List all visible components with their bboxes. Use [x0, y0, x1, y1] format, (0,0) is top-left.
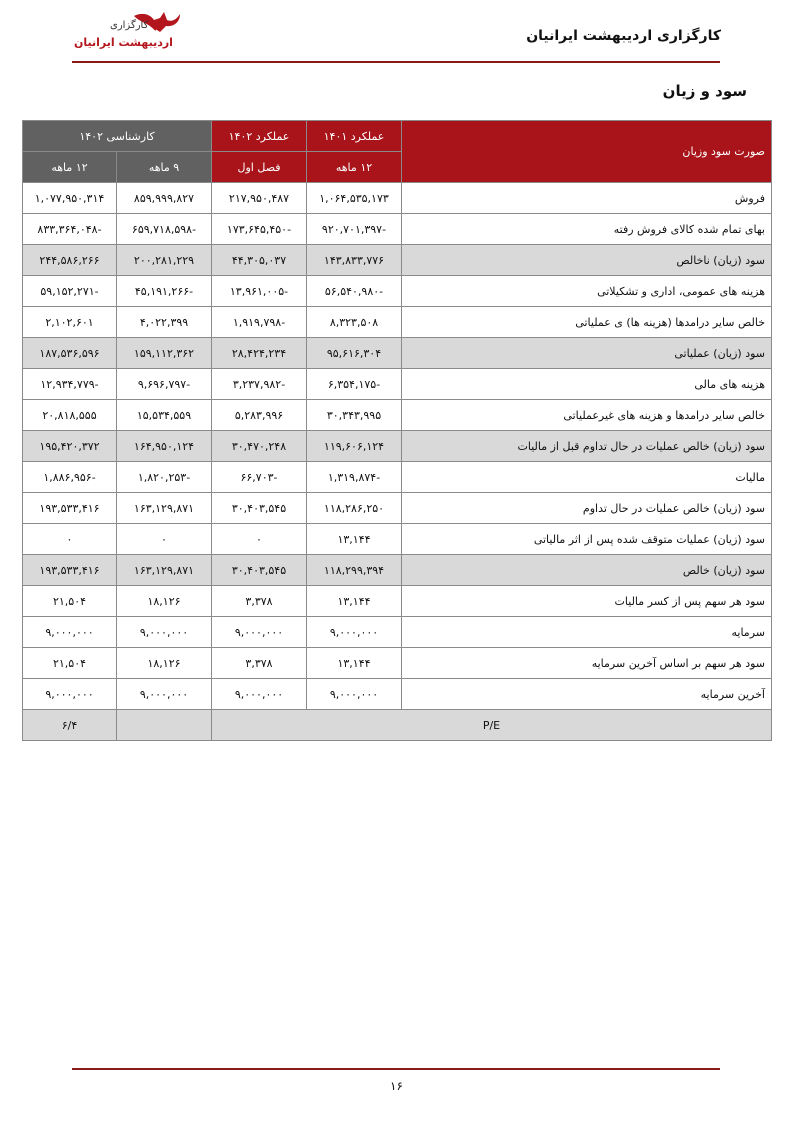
value-cell: -۴۵,۱۹۱,۲۶۶ — [117, 276, 212, 307]
value-cell: ۱۱۸,۲۹۹,۳۹۴ — [307, 555, 402, 586]
row-label: سود (زیان) خالص عملیات در حال تداوم قبل از مالیات — [402, 431, 772, 462]
value-cell: ۱۵۹,۱۱۲,۳۶۲ — [117, 338, 212, 369]
row-label: سود هر سهم پس از کسر مالیات — [402, 586, 772, 617]
value-cell: -۱,۹۱۹,۷۹۸ — [212, 307, 307, 338]
table-row — [23, 307, 772, 338]
table-row — [23, 338, 772, 369]
row-label: سود (زیان) ناخالص — [402, 245, 772, 276]
value-cell: ۱۹۳,۵۳۳,۴۱۶ — [23, 555, 117, 586]
row-label: هزینه های عمومی، اداری و تشکیلاتی — [402, 276, 772, 307]
value-cell: -۱,۳۱۹,۸۷۴ — [307, 462, 402, 493]
value-cell: ۹,۰۰۰,۰۰۰ — [117, 679, 212, 710]
section-title: سود و زیان — [662, 82, 747, 100]
value-cell: ۸۵۹,۹۹۹,۸۲۷ — [117, 183, 212, 214]
table-row — [23, 617, 772, 648]
value-cell: ۱۶۳,۱۲۹,۸۷۱ — [117, 555, 212, 586]
statement-header: صورت سود وزیان — [402, 121, 772, 183]
value-cell: ۲۸,۴۲۴,۲۳۴ — [212, 338, 307, 369]
value-cell: ۱۸۷,۵۳۶,۵۹۶ — [23, 338, 117, 369]
row-label: سود (زیان) خالص — [402, 555, 772, 586]
row-label: سود (زیان) عملیات متوقف شده پس از اثر مالیاتی — [402, 524, 772, 555]
value-cell: ۴,۰۲۲,۳۹۹ — [117, 307, 212, 338]
value-cell: ۹,۰۰۰,۰۰۰ — [23, 679, 117, 710]
value-cell: ۱۳,۱۴۴ — [307, 648, 402, 679]
row-label: سود (زیان) خالص عملیات در حال تداوم — [402, 493, 772, 524]
row-label: مالیات — [402, 462, 772, 493]
value-cell: -۱۳,۹۶۱,۰۰۵ — [212, 276, 307, 307]
table-row — [23, 369, 772, 400]
table-header-row — [23, 121, 772, 152]
value-cell: ۳۰,۴۷۰,۲۴۸ — [212, 431, 307, 462]
row-label: سود (زیان) عملیاتی — [402, 338, 772, 369]
value-cell: ۱۴۳,۸۳۳,۷۷۶ — [307, 245, 402, 276]
value-cell: ۳۰,۴۰۳,۵۴۵ — [212, 555, 307, 586]
subheader: ۱۲ ماهه — [307, 152, 402, 183]
value-cell: ۱۹۵,۴۲۰,۳۷۲ — [23, 431, 117, 462]
value-cell: -۱۲,۹۳۴,۷۷۹ — [23, 369, 117, 400]
header-1402: عملکرد ۱۴۰۲ — [212, 121, 307, 152]
row-label: بهای تمام شده کالای فروش رفته — [402, 214, 772, 245]
value-cell: ۲۴۴,۵۸۶,۲۶۶ — [23, 245, 117, 276]
table-row — [23, 276, 772, 307]
subheader: فصل اول — [212, 152, 307, 183]
table-row — [23, 555, 772, 586]
table-row — [23, 400, 772, 431]
footer-divider — [72, 1068, 720, 1070]
header-1401: عملکرد ۱۴۰۱ — [307, 121, 402, 152]
row-label: هزینه های مالی — [402, 369, 772, 400]
table-row — [23, 679, 772, 710]
value-cell: -۶۶,۷۰۳ — [212, 462, 307, 493]
value-cell: ۹,۰۰۰,۰۰۰ — [212, 679, 307, 710]
value-cell: ۱۳,۱۴۴ — [307, 586, 402, 617]
header-divider — [72, 61, 720, 63]
value-cell: ۳۰,۴۰۳,۵۴۵ — [212, 493, 307, 524]
value-cell: ۵,۲۸۳,۹۹۶ — [212, 400, 307, 431]
value-cell: ۰ — [117, 524, 212, 555]
table-row — [23, 586, 772, 617]
table-row — [23, 431, 772, 462]
value-cell: ۱۶۳,۱۲۹,۸۷۱ — [117, 493, 212, 524]
company-name: کارگزاری اردیبهشت ایرانیان — [526, 28, 721, 44]
value-cell: ۱۸,۱۲۶ — [117, 648, 212, 679]
value-cell: -۹۲۰,۷۰۱,۳۹۷ — [307, 214, 402, 245]
value-cell: ۹,۰۰۰,۰۰۰ — [117, 617, 212, 648]
table-row — [23, 648, 772, 679]
table-row — [23, 183, 772, 214]
value-cell: -۹,۶۹۶,۷۹۷ — [117, 369, 212, 400]
value-cell: ۲۱,۵۰۴ — [23, 648, 117, 679]
value-cell: -۱۷۳,۶۴۵,۴۵۰ — [212, 214, 307, 245]
value-cell: ۹,۰۰۰,۰۰۰ — [307, 617, 402, 648]
value-cell: ۲۱۷,۹۵۰,۴۸۷ — [212, 183, 307, 214]
value-cell: ۲۰,۸۱۸,۵۵۵ — [23, 400, 117, 431]
value-cell: ۳,۳۷۸ — [212, 586, 307, 617]
pe-label: P/E — [212, 710, 772, 741]
value-cell: ۱۳,۱۴۴ — [307, 524, 402, 555]
row-label: سرمایه — [402, 617, 772, 648]
value-cell: ۹۵,۶۱۶,۳۰۴ — [307, 338, 402, 369]
subheader: ۹ ماهه — [117, 152, 212, 183]
table-row — [23, 245, 772, 276]
value-cell: ۴۴,۳۰۵,۰۳۷ — [212, 245, 307, 276]
table-row — [23, 493, 772, 524]
pe-empty-cell — [117, 710, 212, 741]
value-cell: ۲,۱۰۲,۶۰۱ — [23, 307, 117, 338]
value-cell: ۱۱۸,۲۸۶,۲۵۰ — [307, 493, 402, 524]
value-cell: ۹,۰۰۰,۰۰۰ — [307, 679, 402, 710]
company-logo — [72, 10, 184, 58]
row-label: آخرین سرمایه — [402, 679, 772, 710]
value-cell: ۳,۳۷۸ — [212, 648, 307, 679]
value-cell: ۱,۰۶۴,۵۳۵,۱۷۳ — [307, 183, 402, 214]
value-cell: ۹,۰۰۰,۰۰۰ — [23, 617, 117, 648]
value-cell: ۲۱,۵۰۴ — [23, 586, 117, 617]
value-cell: ۱,۰۷۷,۹۵۰,۳۱۴ — [23, 183, 117, 214]
value-cell: ۸,۳۲۳,۵۰۸ — [307, 307, 402, 338]
value-cell: -۶,۳۵۴,۱۷۵ — [307, 369, 402, 400]
value-cell: -۵۶,۵۴۰,۹۸۰ — [307, 276, 402, 307]
logo-text-bottom: اردیبهشت ایرانیان — [74, 36, 173, 49]
table-row — [23, 214, 772, 245]
value-cell: ۱۱۹,۶۰۶,۱۲۴ — [307, 431, 402, 462]
page-number: ۱۶ — [390, 1079, 403, 1093]
value-cell: -۱,۸۸۶,۹۵۶ — [23, 462, 117, 493]
value-cell: ۲۰۰,۲۸۱,۲۲۹ — [117, 245, 212, 276]
value-cell: -۳,۲۳۷,۹۸۲ — [212, 369, 307, 400]
value-cell: ۱۵,۵۳۴,۵۵۹ — [117, 400, 212, 431]
value-cell: -۶۵۹,۷۱۸,۵۹۸ — [117, 214, 212, 245]
income-statement-table — [22, 120, 772, 741]
table-row — [23, 462, 772, 493]
subheader: ۱۲ ماهه — [23, 152, 117, 183]
value-cell: ۱۶۴,۹۵۰,۱۲۴ — [117, 431, 212, 462]
value-cell: ۱۸,۱۲۶ — [117, 586, 212, 617]
value-cell: -۵۹,۱۵۲,۲۷۱ — [23, 276, 117, 307]
bull-icon — [72, 10, 184, 58]
row-label: سود هر سهم بر اساس آخرین سرمایه — [402, 648, 772, 679]
value-cell: ۱۹۳,۵۳۳,۴۱۶ — [23, 493, 117, 524]
table-row — [23, 524, 772, 555]
value-cell: ۰ — [23, 524, 117, 555]
value-cell: ۹,۰۰۰,۰۰۰ — [212, 617, 307, 648]
value-cell: -۸۳۳,۳۶۴,۰۴۸ — [23, 214, 117, 245]
logo-text-top: کارگزاری — [110, 20, 149, 31]
value-cell: ۰ — [212, 524, 307, 555]
row-label: خالص سایر درامدها و هزینه های غیرعملیاتی — [402, 400, 772, 431]
pe-value: ۶/۴ — [23, 710, 117, 741]
header-expert-1402: کارشناسی ۱۴۰۲ — [23, 121, 212, 152]
pe-row — [23, 710, 772, 741]
value-cell: -۱,۸۲۰,۲۵۳ — [117, 462, 212, 493]
value-cell: ۳۰,۳۴۳,۹۹۵ — [307, 400, 402, 431]
row-label: فروش — [402, 183, 772, 214]
row-label: خالص سایر درامدها (هزینه ها) ی عملیاتی — [402, 307, 772, 338]
